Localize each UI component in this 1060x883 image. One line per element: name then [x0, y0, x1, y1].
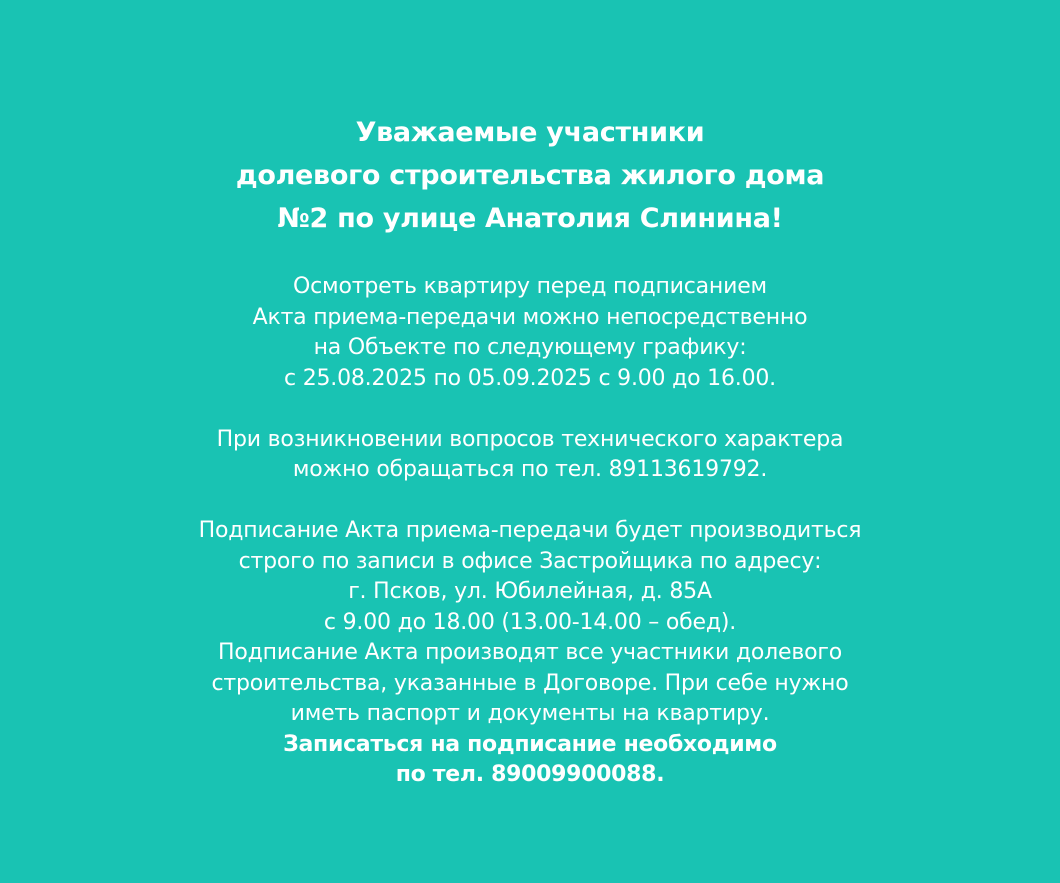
text-line: на Объекте по следующему графику: — [313, 335, 747, 360]
text-line: Подписание Акта производят все участники долевого — [218, 640, 842, 665]
title-line: долевого строительства жилого дома — [235, 160, 825, 191]
text-line: Осмотреть квартиру перед подписанием — [293, 274, 767, 299]
text-line: При возникновении вопросов технического характера — [216, 426, 844, 452]
announcement-body — [0, 272, 1060, 791]
signing-info-paragraph — [0, 516, 1060, 791]
address-line: г. Псков, ул. Юбилейная, д. 85А — [348, 579, 712, 604]
text-line: Акта приема-передачи можно непосредственно — [252, 304, 808, 330]
title-line: №2 по улице Анатолия Слинина! — [277, 203, 783, 234]
text-line: с 25.08.2025 по 05.09.2025 с 9.00 до 16.00. — [284, 365, 776, 391]
text-line: можно обращаться по тел. 89113619792. — [292, 457, 768, 482]
text-line: строительства, указанные в Договоре. При себе нужно — [211, 670, 849, 696]
inspection-schedule-paragraph — [0, 272, 1060, 394]
signup-call-to-action: Записаться на подписание необходимо — [283, 731, 777, 757]
text-line: строго по записи в офисе Застройщика по адресу: — [238, 548, 822, 574]
text-line: иметь паспорт и документы на квартиру. — [290, 701, 770, 726]
text-line: Подписание Акта приема-передачи будет производиться — [198, 518, 862, 543]
announcement-title — [0, 111, 1060, 240]
signup-phone: по тел. 89009900088. — [395, 762, 665, 787]
title-line: Уважаемые участники — [355, 117, 705, 148]
technical-questions-paragraph — [0, 425, 1060, 486]
office-hours-line: с 9.00 до 18.00 (13.00-14.00 – обед). — [323, 609, 737, 635]
